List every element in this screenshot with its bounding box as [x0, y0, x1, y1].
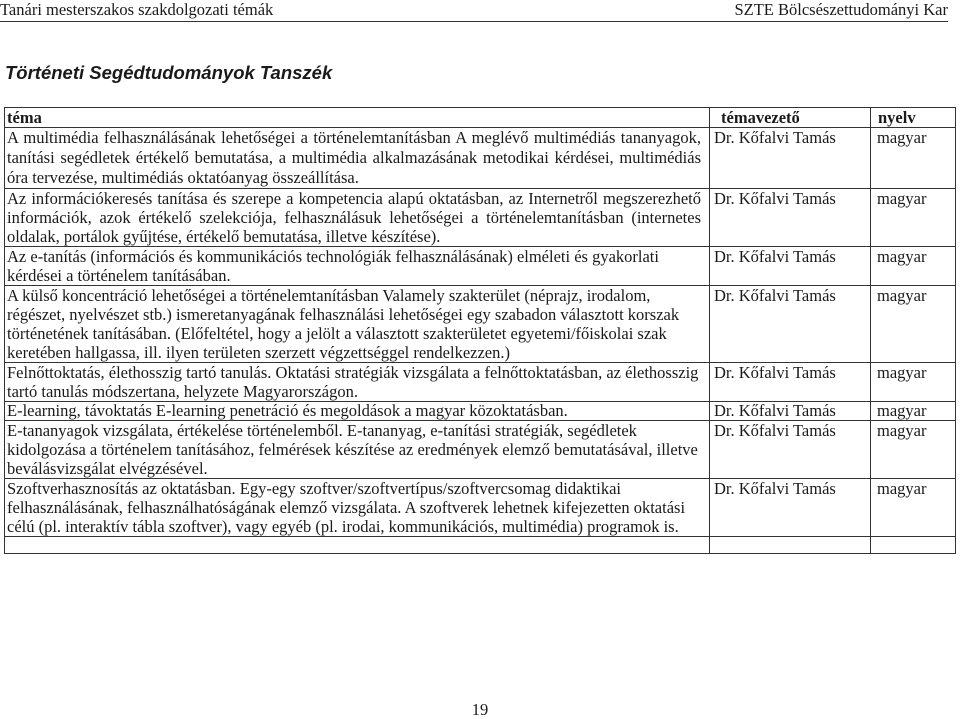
- table-row: [5, 363, 956, 402]
- topic-cell: [5, 479, 710, 537]
- topic-line: oldalak, portálok gyűjtése, értékelő bemutatása, illetve készítése).: [7, 227, 441, 246]
- supervisor-name: Dr. Kőfalvi Tamás: [714, 402, 836, 420]
- topic-line: tartó tanulás módszertana, helyzete Magyarországon.: [7, 382, 358, 401]
- supervisor-cell: [710, 247, 871, 286]
- topic-line: történetének tanításában. (Előfeltétel, hogy a jelölt a választott szakterületet egyetemi/főiskolai szak: [7, 324, 667, 343]
- language-cell: [871, 286, 956, 363]
- topic-line: régészet, nyelvészet stb.) ismeretanyagának felhasználási lehetőségei egy szabadon választott korszak: [7, 305, 680, 324]
- supervisor-cell: [710, 286, 871, 363]
- supervisor-name: Dr. Kőfalvi Tamás: [714, 189, 836, 208]
- topic-line: információk, azok értékelő szelekciója, felhasználásuk lehetőségei a történelemtanításban (internetes: [7, 208, 701, 227]
- topic-cell: [5, 128, 710, 189]
- table-row: [5, 479, 956, 537]
- topic-line: kidolgozása a történelem tanításához, felmérések készítése az eredmények elemző bemutatásával, illetve: [7, 440, 698, 459]
- table-header-row: [5, 108, 956, 128]
- table-row: [5, 286, 956, 363]
- topic-line: célú (pl. interaktív tábla szoftver), vagy egyéb (pl. irodai, kommunikációs, multimédia) programok is.: [7, 517, 679, 536]
- language-value: magyar: [877, 189, 927, 208]
- topic-line: beválásvizsgálat elvégzésével.: [7, 459, 208, 478]
- language-value: magyar: [877, 286, 927, 305]
- page-header: [0, 0, 948, 22]
- header-institution: SZTE Bölcsészettudományi Kar: [734, 0, 948, 19]
- supervisor-cell: [710, 479, 871, 537]
- topic-cell: [5, 247, 710, 286]
- topic-cell: [5, 286, 710, 363]
- table-row: [5, 189, 956, 247]
- topic-line: óra tervezése, multimédiás oktatóanyag összeállítása.: [7, 168, 359, 187]
- language-value: magyar: [877, 421, 927, 440]
- language-cell: [871, 247, 956, 286]
- language-cell: [871, 402, 956, 421]
- topic-line: Felnőttoktatás, élethosszig tartó tanulás. Oktatási stratégiák vizsgálata a felnőttoktatásban, az élethosszig: [7, 363, 699, 382]
- header-document-title: Tanári mesterszakos szakdolgozati témák: [0, 0, 274, 19]
- supervisor-name: Dr. Kőfalvi Tamás: [714, 247, 836, 266]
- empty-table-row: [5, 537, 956, 554]
- topic-line: keretében hallgassa, ill. ilyen területen szerzett végzettséggel rendelkezzen.): [7, 343, 511, 362]
- supervisor-cell: [710, 421, 871, 479]
- supervisor-cell: [710, 537, 871, 554]
- topic-line: A multimédia felhasználásának lehetőségei a történelemtanításban A meglévő multimédiás tananyagok,: [7, 128, 701, 147]
- page-number: 19: [471, 700, 489, 719]
- language-value: magyar: [877, 363, 927, 382]
- topic-cell: [5, 189, 710, 247]
- language-cell: [871, 189, 956, 247]
- column-header-supervisor: témavezető: [710, 108, 871, 128]
- topic-cell: [5, 537, 710, 554]
- topic-line: Szoftverhasznosítás az oktatásban. Egy-egy szoftver/szoftvertípus/szoftvercsomag didaktikai: [7, 479, 621, 498]
- topic-line: tanítási segédletek értékelő bemutatása, a multimédia alkalmazásának metodikai kérdései, multimédiás: [7, 148, 701, 167]
- language-value: magyar: [877, 479, 927, 498]
- topic-line: E-learning, távoktatás E-learning penetráció és megoldások a magyar közoktatásban.: [7, 402, 568, 420]
- language-cell: [871, 537, 956, 554]
- topic-line: kérdései a történelem tanításában.: [7, 266, 231, 285]
- language-value: magyar: [877, 402, 927, 420]
- language-cell: [871, 479, 956, 537]
- supervisor-cell: [710, 128, 871, 189]
- topic-cell: [5, 363, 710, 402]
- supervisor-cell: [710, 402, 871, 421]
- column-header-topic: téma: [5, 108, 710, 128]
- topic-cell: [5, 421, 710, 479]
- topic-cell: [5, 402, 710, 421]
- supervisor-name: Dr. Kőfalvi Tamás: [714, 128, 836, 147]
- language-cell: [871, 363, 956, 402]
- table-row: [5, 128, 956, 189]
- topic-line: Az információkeresés tanítása és szerepe a kompetencia alapú oktatásban, az Internetről megszerezhető: [7, 189, 701, 208]
- language-value: magyar: [877, 128, 927, 147]
- column-header-language: nyelv: [871, 108, 956, 128]
- topic-line: E-tananyagok vizsgálata, értékelése történelemből. E-tananyag, e-tanítási stratégiák, segédletek: [7, 421, 637, 440]
- table-row: [5, 247, 956, 286]
- topic-line: felhasználásának, felhasználhatóságának elemző vizsgálata. A szoftverek lehetnek kifejezetten oktatási: [7, 498, 686, 517]
- language-cell: [871, 128, 956, 189]
- supervisor-name: Dr. Kőfalvi Tamás: [714, 363, 836, 382]
- topic-line: Az e-tanítás (információs és kommunikációs technológiák felhasználásának) elméleti és gyakorlati: [7, 247, 659, 266]
- language-cell: [871, 421, 956, 479]
- table-row: [5, 402, 956, 421]
- department-title: Történeti Segédtudományok Tanszék: [5, 62, 333, 83]
- topics-table: [4, 107, 956, 554]
- supervisor-name: Dr. Kőfalvi Tamás: [714, 421, 836, 440]
- language-value: magyar: [877, 247, 927, 266]
- supervisor-cell: [710, 189, 871, 247]
- topic-line: A külső koncentráció lehetőségei a történelemtanításban Valamely szakterület (néprajz, irodalom,: [7, 286, 651, 305]
- supervisor-name: Dr. Kőfalvi Tamás: [714, 286, 836, 305]
- table-row: [5, 421, 956, 479]
- supervisor-name: Dr. Kőfalvi Tamás: [714, 479, 836, 498]
- supervisor-cell: [710, 363, 871, 402]
